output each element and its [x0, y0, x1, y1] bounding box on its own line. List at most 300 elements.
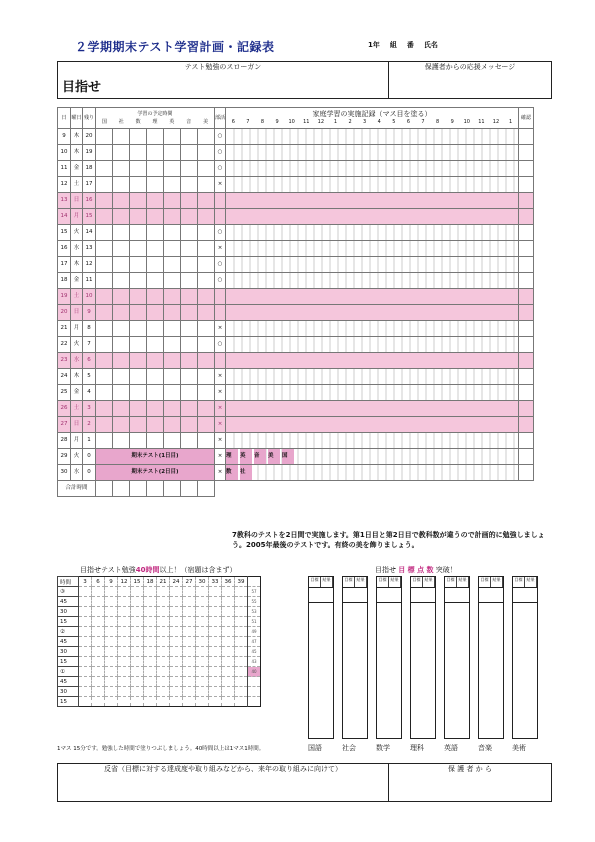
- grid-cell[interactable]: [196, 687, 209, 697]
- grid-cell[interactable]: [157, 657, 170, 667]
- plan-cell[interactable]: [96, 209, 113, 225]
- plan-cell[interactable]: [164, 129, 181, 145]
- plan-cell[interactable]: [147, 417, 164, 433]
- grid-cell[interactable]: [131, 667, 144, 677]
- grid-cell[interactable]: [105, 647, 118, 657]
- plan-cell[interactable]: [130, 273, 147, 289]
- grid-cell[interactable]: [92, 687, 105, 697]
- grid-cell[interactable]: [92, 647, 105, 657]
- plan-cell[interactable]: [147, 225, 164, 241]
- plan-cell[interactable]: [164, 241, 181, 257]
- grid-cell[interactable]: [144, 667, 157, 677]
- plan-cell[interactable]: [96, 289, 113, 305]
- plan-cell[interactable]: [113, 401, 130, 417]
- plan-cell[interactable]: [96, 177, 113, 193]
- plan-cell[interactable]: [96, 369, 113, 385]
- grid-cell[interactable]: [222, 697, 235, 707]
- grid-cell[interactable]: [144, 697, 157, 707]
- grid-cell[interactable]: [131, 637, 144, 647]
- grid-cell[interactable]: [170, 627, 183, 637]
- plan-cell[interactable]: [198, 177, 215, 193]
- guardian-field[interactable]: [389, 775, 551, 801]
- parent-message-field[interactable]: [389, 73, 551, 95]
- grid-cell[interactable]: [79, 697, 92, 707]
- confirm-cell[interactable]: [519, 465, 534, 481]
- grid-cell[interactable]: [118, 647, 131, 657]
- plan-cell[interactable]: [96, 305, 113, 321]
- plan-cell[interactable]: [198, 353, 215, 369]
- plan-cell[interactable]: [181, 209, 198, 225]
- plan-cell[interactable]: [164, 417, 181, 433]
- plan-cell[interactable]: [130, 225, 147, 241]
- plan-cell[interactable]: [198, 433, 215, 449]
- plan-cell[interactable]: [164, 177, 181, 193]
- grid-cell[interactable]: [144, 617, 157, 627]
- grid-cell[interactable]: [79, 607, 92, 617]
- grid-cell[interactable]: [170, 637, 183, 647]
- grid-cell[interactable]: [196, 597, 209, 607]
- plan-cell[interactable]: [113, 337, 130, 353]
- grid-cell[interactable]: [79, 657, 92, 667]
- grid-cell[interactable]: [196, 657, 209, 667]
- grid-cell[interactable]: [235, 587, 248, 597]
- grid-cell[interactable]: [131, 617, 144, 627]
- plan-cell[interactable]: [147, 241, 164, 257]
- grid-cell[interactable]: [131, 587, 144, 597]
- record-cells[interactable]: [226, 177, 519, 193]
- plan-cell[interactable]: [130, 161, 147, 177]
- plan-cell[interactable]: [96, 161, 113, 177]
- grid-cell[interactable]: [157, 607, 170, 617]
- plan-cell[interactable]: [181, 369, 198, 385]
- grid-cell[interactable]: [235, 677, 248, 687]
- grid-cell[interactable]: [79, 617, 92, 627]
- record-cells[interactable]: [226, 417, 519, 433]
- plan-cell[interactable]: [164, 209, 181, 225]
- plan-cell[interactable]: [113, 417, 130, 433]
- plan-cell[interactable]: [181, 257, 198, 273]
- grid-cell[interactable]: [183, 667, 196, 677]
- grid-cell[interactable]: [92, 637, 105, 647]
- score-column[interactable]: 目標 結果: [512, 576, 538, 739]
- confirm-cell[interactable]: [519, 417, 534, 433]
- record-cells[interactable]: [226, 145, 519, 161]
- grid-cell[interactable]: [209, 597, 222, 607]
- confirm-cell[interactable]: [519, 449, 534, 465]
- plan-cell[interactable]: [198, 417, 215, 433]
- grid-cell[interactable]: [144, 597, 157, 607]
- plan-cell[interactable]: [198, 305, 215, 321]
- plan-cell[interactable]: [164, 337, 181, 353]
- plan-cell[interactable]: [113, 177, 130, 193]
- grid-cell[interactable]: [222, 637, 235, 647]
- record-cells[interactable]: [226, 289, 519, 305]
- grid-cell[interactable]: [92, 657, 105, 667]
- grid-cell[interactable]: [144, 627, 157, 637]
- plan-cell[interactable]: [130, 257, 147, 273]
- plan-cell[interactable]: [164, 145, 181, 161]
- grid-cell[interactable]: [222, 617, 235, 627]
- confirm-cell[interactable]: [519, 353, 534, 369]
- grid-cell[interactable]: [235, 697, 248, 707]
- plan-cell[interactable]: [130, 145, 147, 161]
- grid-cell[interactable]: [183, 647, 196, 657]
- plan-cell[interactable]: [96, 193, 113, 209]
- plan-cell[interactable]: [130, 417, 147, 433]
- grid-cell[interactable]: [235, 687, 248, 697]
- grid-cell[interactable]: [209, 667, 222, 677]
- plan-cell[interactable]: [130, 241, 147, 257]
- grid-cell[interactable]: [209, 607, 222, 617]
- grid-cell[interactable]: [92, 597, 105, 607]
- plan-cell[interactable]: [181, 177, 198, 193]
- plan-cell[interactable]: [130, 401, 147, 417]
- plan-cell[interactable]: [147, 273, 164, 289]
- plan-cell[interactable]: [96, 353, 113, 369]
- record-cells[interactable]: [226, 353, 519, 369]
- plan-cell[interactable]: [96, 385, 113, 401]
- record-cells[interactable]: [226, 225, 519, 241]
- grid-cell[interactable]: [118, 597, 131, 607]
- grid-cell[interactable]: [222, 647, 235, 657]
- grid-cell[interactable]: [79, 677, 92, 687]
- grid-cell[interactable]: [170, 657, 183, 667]
- record-cells[interactable]: [226, 337, 519, 353]
- grid-cell[interactable]: [170, 647, 183, 657]
- plan-cell[interactable]: [96, 129, 113, 145]
- grid-cell[interactable]: [170, 677, 183, 687]
- plan-cell[interactable]: [181, 385, 198, 401]
- grid-cell[interactable]: [209, 697, 222, 707]
- grid-cell[interactable]: [79, 667, 92, 677]
- plan-cell[interactable]: [147, 209, 164, 225]
- grid-cell[interactable]: [105, 627, 118, 637]
- confirm-cell[interactable]: [519, 289, 534, 305]
- grid-cell[interactable]: [183, 657, 196, 667]
- grid-cell[interactable]: [131, 657, 144, 667]
- grid-cell[interactable]: [131, 697, 144, 707]
- plan-cell[interactable]: [198, 289, 215, 305]
- plan-cell[interactable]: [113, 129, 130, 145]
- grid-cell[interactable]: [131, 687, 144, 697]
- plan-cell[interactable]: [181, 225, 198, 241]
- confirm-cell[interactable]: [519, 273, 534, 289]
- plan-cell[interactable]: [147, 369, 164, 385]
- grid-cell[interactable]: [144, 677, 157, 687]
- record-cells[interactable]: [226, 161, 519, 177]
- grid-cell[interactable]: [209, 657, 222, 667]
- plan-cell[interactable]: [147, 337, 164, 353]
- plan-cell[interactable]: [198, 209, 215, 225]
- grid-cell[interactable]: [157, 697, 170, 707]
- grid-cell[interactable]: [183, 677, 196, 687]
- grid-cell[interactable]: [79, 647, 92, 657]
- grid-cell[interactable]: [235, 647, 248, 657]
- grid-cell[interactable]: [196, 667, 209, 677]
- plan-cell[interactable]: [181, 193, 198, 209]
- plan-cell[interactable]: [147, 305, 164, 321]
- record-cells[interactable]: [226, 321, 519, 337]
- confirm-cell[interactable]: [519, 337, 534, 353]
- record-cells[interactable]: [226, 305, 519, 321]
- plan-cell[interactable]: [113, 257, 130, 273]
- grid-cell[interactable]: [105, 697, 118, 707]
- grid-cell[interactable]: [222, 657, 235, 667]
- plan-cell[interactable]: [96, 321, 113, 337]
- grid-cell[interactable]: [79, 637, 92, 647]
- plan-cell[interactable]: [164, 321, 181, 337]
- plan-cell[interactable]: [181, 305, 198, 321]
- grid-cell[interactable]: [118, 687, 131, 697]
- grid-cell[interactable]: [235, 617, 248, 627]
- plan-cell[interactable]: [147, 401, 164, 417]
- plan-cell[interactable]: [130, 289, 147, 305]
- plan-cell[interactable]: [198, 241, 215, 257]
- plan-cell[interactable]: [198, 129, 215, 145]
- plan-cell[interactable]: [147, 193, 164, 209]
- grid-cell[interactable]: [157, 647, 170, 657]
- plan-cell[interactable]: [181, 337, 198, 353]
- grid-cell[interactable]: [235, 657, 248, 667]
- score-column[interactable]: 目標 結果: [342, 576, 368, 739]
- plan-cell[interactable]: [113, 273, 130, 289]
- grid-cell[interactable]: [209, 617, 222, 627]
- grid-cell[interactable]: [131, 627, 144, 637]
- grid-cell[interactable]: [92, 607, 105, 617]
- confirm-cell[interactable]: [519, 145, 534, 161]
- plan-cell[interactable]: [198, 337, 215, 353]
- grid-cell[interactable]: [131, 597, 144, 607]
- plan-cell[interactable]: [164, 161, 181, 177]
- grid-cell[interactable]: [105, 617, 118, 627]
- confirm-cell[interactable]: [519, 241, 534, 257]
- grid-cell[interactable]: [222, 597, 235, 607]
- plan-cell[interactable]: [198, 273, 215, 289]
- confirm-cell[interactable]: [519, 433, 534, 449]
- grid-cell[interactable]: [118, 677, 131, 687]
- grid-cell[interactable]: [235, 667, 248, 677]
- plan-cell[interactable]: [181, 417, 198, 433]
- grid-cell[interactable]: [92, 587, 105, 597]
- plan-cell[interactable]: [147, 433, 164, 449]
- grid-cell[interactable]: [144, 657, 157, 667]
- grid-cell[interactable]: [92, 627, 105, 637]
- grid-cell[interactable]: [196, 607, 209, 617]
- grid-cell[interactable]: [222, 587, 235, 597]
- plan-cell[interactable]: [113, 305, 130, 321]
- grid-cell[interactable]: [79, 627, 92, 637]
- plan-cell[interactable]: [130, 321, 147, 337]
- score-column[interactable]: 目標 結果: [308, 576, 334, 739]
- grid-cell[interactable]: [183, 697, 196, 707]
- record-cells[interactable]: [226, 273, 519, 289]
- grid-cell[interactable]: [209, 677, 222, 687]
- confirm-cell[interactable]: [519, 161, 534, 177]
- confirm-cell[interactable]: [519, 193, 534, 209]
- plan-cell[interactable]: [147, 385, 164, 401]
- grid-cell[interactable]: [183, 597, 196, 607]
- grid-cell[interactable]: [170, 697, 183, 707]
- grid-cell[interactable]: [209, 587, 222, 597]
- grid-cell[interactable]: [183, 617, 196, 627]
- record-cells[interactable]: 理 英 音 美 国: [226, 449, 519, 465]
- plan-cell[interactable]: [96, 417, 113, 433]
- grid-cell[interactable]: [170, 667, 183, 677]
- confirm-cell[interactable]: [519, 321, 534, 337]
- plan-cell[interactable]: [164, 433, 181, 449]
- grid-cell[interactable]: [144, 607, 157, 617]
- grid-cell[interactable]: [144, 687, 157, 697]
- grid-cell[interactable]: [170, 607, 183, 617]
- plan-cell[interactable]: [164, 289, 181, 305]
- slogan-field[interactable]: 目指せ: [62, 80, 102, 95]
- record-cells[interactable]: [226, 193, 519, 209]
- grid-cell[interactable]: [144, 637, 157, 647]
- grid-cell[interactable]: [92, 667, 105, 677]
- confirm-cell[interactable]: [519, 177, 534, 193]
- record-cells[interactable]: [226, 369, 519, 385]
- grid-cell[interactable]: [105, 607, 118, 617]
- grid-cell[interactable]: [209, 647, 222, 657]
- plan-cell[interactable]: [130, 193, 147, 209]
- grid-cell[interactable]: [222, 687, 235, 697]
- plan-cell[interactable]: [198, 401, 215, 417]
- plan-cell[interactable]: [96, 401, 113, 417]
- record-cells[interactable]: [226, 241, 519, 257]
- grid-cell[interactable]: [79, 597, 92, 607]
- plan-cell[interactable]: [113, 161, 130, 177]
- confirm-cell[interactable]: [519, 369, 534, 385]
- score-column[interactable]: 目標 結果: [444, 576, 470, 739]
- confirm-cell[interactable]: [519, 225, 534, 241]
- confirm-cell[interactable]: [519, 129, 534, 145]
- plan-cell[interactable]: [113, 289, 130, 305]
- plan-cell[interactable]: [130, 385, 147, 401]
- grid-cell[interactable]: [222, 667, 235, 677]
- grid-cell[interactable]: [235, 627, 248, 637]
- plan-cell[interactable]: [147, 353, 164, 369]
- record-cells[interactable]: [226, 433, 519, 449]
- record-cells[interactable]: [226, 401, 519, 417]
- confirm-cell[interactable]: [519, 305, 534, 321]
- plan-cell[interactable]: [130, 337, 147, 353]
- grid-cell[interactable]: [196, 627, 209, 637]
- grid-cell[interactable]: [105, 587, 118, 597]
- grid-cell[interactable]: [92, 617, 105, 627]
- grid-cell[interactable]: [79, 687, 92, 697]
- grid-cell[interactable]: [196, 637, 209, 647]
- plan-cell[interactable]: [96, 433, 113, 449]
- plan-cell[interactable]: [113, 321, 130, 337]
- plan-cell[interactable]: [96, 145, 113, 161]
- plan-cell[interactable]: [181, 289, 198, 305]
- grid-cell[interactable]: [170, 687, 183, 697]
- plan-cell[interactable]: [113, 193, 130, 209]
- plan-cell[interactable]: [181, 273, 198, 289]
- grid-cell[interactable]: [118, 607, 131, 617]
- record-cells[interactable]: 数 社: [226, 465, 519, 481]
- grid-cell[interactable]: [222, 677, 235, 687]
- grid-cell[interactable]: [131, 647, 144, 657]
- plan-cell[interactable]: [181, 401, 198, 417]
- plan-cell[interactable]: [198, 225, 215, 241]
- plan-cell[interactable]: [113, 225, 130, 241]
- grid-cell[interactable]: [196, 647, 209, 657]
- grid-cell[interactable]: [235, 597, 248, 607]
- grid-cell[interactable]: [157, 667, 170, 677]
- plan-cell[interactable]: [181, 161, 198, 177]
- record-cells[interactable]: [226, 129, 519, 145]
- grid-cell[interactable]: [235, 607, 248, 617]
- score-column[interactable]: 目標 結果: [478, 576, 504, 739]
- grid-cell[interactable]: [196, 697, 209, 707]
- grid-cell[interactable]: [183, 627, 196, 637]
- score-column[interactable]: 目標 結果: [410, 576, 436, 739]
- plan-cell[interactable]: [181, 145, 198, 161]
- plan-cell[interactable]: [181, 353, 198, 369]
- grid-cell[interactable]: [209, 627, 222, 637]
- grid-cell[interactable]: [170, 587, 183, 597]
- plan-cell[interactable]: [164, 305, 181, 321]
- grid-cell[interactable]: [118, 697, 131, 707]
- grid-cell[interactable]: [105, 657, 118, 667]
- grid-cell[interactable]: [157, 637, 170, 647]
- grid-cell[interactable]: [157, 617, 170, 627]
- score-column[interactable]: 目標 結果: [376, 576, 402, 739]
- plan-cell[interactable]: [198, 161, 215, 177]
- grid-cell[interactable]: [209, 687, 222, 697]
- confirm-cell[interactable]: [519, 385, 534, 401]
- plan-cell[interactable]: [147, 129, 164, 145]
- grid-cell[interactable]: [118, 667, 131, 677]
- plan-cell[interactable]: [181, 433, 198, 449]
- grid-cell[interactable]: [196, 587, 209, 597]
- grid-cell[interactable]: [170, 597, 183, 607]
- plan-cell[interactable]: [198, 369, 215, 385]
- plan-cell[interactable]: [164, 369, 181, 385]
- plan-cell[interactable]: [198, 385, 215, 401]
- plan-cell[interactable]: [96, 257, 113, 273]
- plan-cell[interactable]: [198, 193, 215, 209]
- grid-cell[interactable]: [118, 657, 131, 667]
- confirm-cell[interactable]: [519, 401, 534, 417]
- grid-cell[interactable]: [157, 597, 170, 607]
- plan-cell[interactable]: [164, 353, 181, 369]
- grid-cell[interactable]: [222, 607, 235, 617]
- plan-cell[interactable]: [113, 385, 130, 401]
- plan-cell[interactable]: [164, 225, 181, 241]
- confirm-cell[interactable]: [519, 209, 534, 225]
- plan-cell[interactable]: [164, 257, 181, 273]
- grid-cell[interactable]: [118, 627, 131, 637]
- plan-cell[interactable]: [96, 241, 113, 257]
- grid-cell[interactable]: [92, 677, 105, 687]
- record-cells[interactable]: [226, 209, 519, 225]
- plan-cell[interactable]: [198, 321, 215, 337]
- plan-cell[interactable]: [130, 209, 147, 225]
- grid-cell[interactable]: [183, 607, 196, 617]
- grid-cell[interactable]: [131, 677, 144, 687]
- grid-cell[interactable]: [209, 637, 222, 647]
- grid-cell[interactable]: [92, 697, 105, 707]
- grid-cell[interactable]: [222, 627, 235, 637]
- plan-cell[interactable]: [130, 305, 147, 321]
- plan-cell[interactable]: [147, 161, 164, 177]
- grid-cell[interactable]: [183, 687, 196, 697]
- plan-cell[interactable]: [164, 193, 181, 209]
- plan-cell[interactable]: [130, 177, 147, 193]
- record-cells[interactable]: [226, 385, 519, 401]
